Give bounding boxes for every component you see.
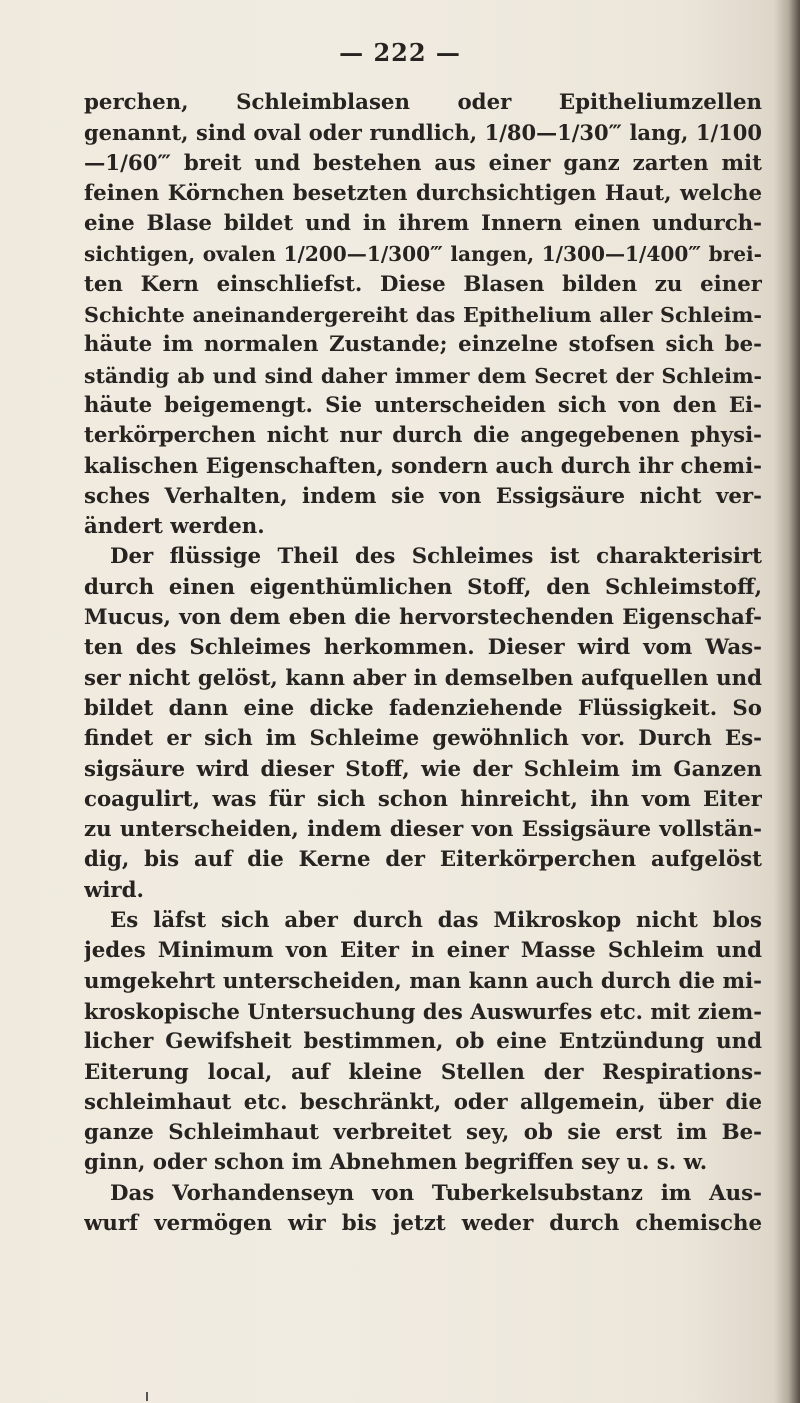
text-line: ändert werden. bbox=[84, 514, 265, 540]
text-line: jedes Minimum von Eiter in einer Masse Schleim und bbox=[84, 938, 762, 964]
text-line: wurf vermögen wir bis jetzt weder durch chemische bbox=[84, 1210, 762, 1236]
text-line: genannt, sind oval oder rundlich, 1/80—1/30‴ lang, 1/100 bbox=[84, 120, 762, 146]
text-line: ginn, oder schon im Abnehmen begriffen sey u. s. w. bbox=[84, 1150, 708, 1176]
text-line: Das Vorhandenseyn von Tuberkelsubstanz im Aus- bbox=[110, 1180, 762, 1206]
text-line: durch einen eigenthümlichen Stoff, den Schleimstoff, bbox=[84, 574, 762, 600]
text-line: wird. bbox=[84, 877, 144, 903]
text-line: perchen, Schleimblasen oder Epitheliumzellen bbox=[84, 90, 762, 115]
text-line: sigsäure wird dieser Stoff, wie der Schleim im Ganzen bbox=[84, 756, 762, 782]
print-mark bbox=[146, 1392, 148, 1401]
text-line: ten Kern einschliefst. Diese Blasen bilden zu einer bbox=[84, 271, 762, 297]
text-line: ten des Schleimes herkommen. Dieser wird vom Was- bbox=[84, 635, 762, 661]
text-line: sichtigen, ovalen 1/200—1/300‴ langen, 1/300—1/400‴ brei- bbox=[84, 242, 762, 267]
text-line: ganze Schleimhaut verbreitet sey, ob sie erst im Be- bbox=[84, 1120, 762, 1146]
text-line: dig, bis auf die Kerne der Eiterkörperchen aufgelöst bbox=[84, 847, 762, 873]
text-line: —1/60‴ breit und bestehen aus einer ganz zarten mit bbox=[84, 150, 762, 176]
text-line: bildet dann eine dicke fadenziehende Flüssigkeit. So bbox=[84, 695, 762, 721]
text-line: kroskopische Untersuchung des Auswurfes etc. mit ziem- bbox=[84, 998, 762, 1024]
text-line: häute beigemengt. Sie unterscheiden sich von den Ei- bbox=[84, 392, 762, 418]
text-line: Schichte aneinandergereiht das Epithelium aller Schleim- bbox=[84, 303, 762, 328]
text-line: Eiterung local, auf kleine Stellen der Respirations- bbox=[84, 1059, 762, 1085]
text-line: terkörperchen nicht nur durch die angegebenen physi- bbox=[84, 423, 762, 449]
text-line: sches Verhalten, indem sie von Essigsäure nicht ver- bbox=[84, 483, 762, 509]
text-line: ständig ab und sind daher immer dem Secret der Schleim- bbox=[84, 363, 762, 388]
text-line: feinen Körnchen besetzten durchsichtigen Haut, welche bbox=[84, 180, 762, 206]
text-line: schleimhaut etc. beschränkt, oder allgemein, über die bbox=[84, 1089, 762, 1115]
text-line: Es läfst sich aber durch das Mikroskop nicht blos bbox=[110, 908, 762, 934]
page-number: — 222 — bbox=[339, 38, 461, 67]
page-edge-shadow bbox=[774, 0, 800, 1403]
text-line: ser nicht gelöst, kann aber in demselben aufquellen und bbox=[84, 665, 762, 691]
text-line: kalischen Eigenschaften, sondern auch durch ihr chemi- bbox=[84, 453, 762, 479]
text-line: häute im normalen Zustande; einzelne stofsen sich be- bbox=[84, 332, 762, 358]
text-line: licher Gewifsheit bestimmen, ob eine Entzündung und bbox=[84, 1029, 762, 1055]
text-line: coagulirt, was für sich schon hinreicht, ihn vom Eiter bbox=[84, 786, 762, 812]
text-line: umgekehrt unterscheiden, man kann auch durch die mi- bbox=[84, 968, 762, 994]
text-line: Mucus, von dem eben die hervorstechenden Eigenschaf- bbox=[84, 605, 762, 631]
text-line: eine Blase bildet und in ihrem Innern einen undurch- bbox=[84, 211, 762, 237]
body-text bbox=[84, 88, 762, 1239]
text-line: zu unterscheiden, indem dieser von Essigsäure vollstän- bbox=[84, 817, 762, 843]
text-line: Der flüssige Theil des Schleimes ist charakterisirt bbox=[110, 544, 762, 570]
text-line: findet er sich im Schleime gewöhnlich vor. Durch Es- bbox=[84, 726, 762, 752]
